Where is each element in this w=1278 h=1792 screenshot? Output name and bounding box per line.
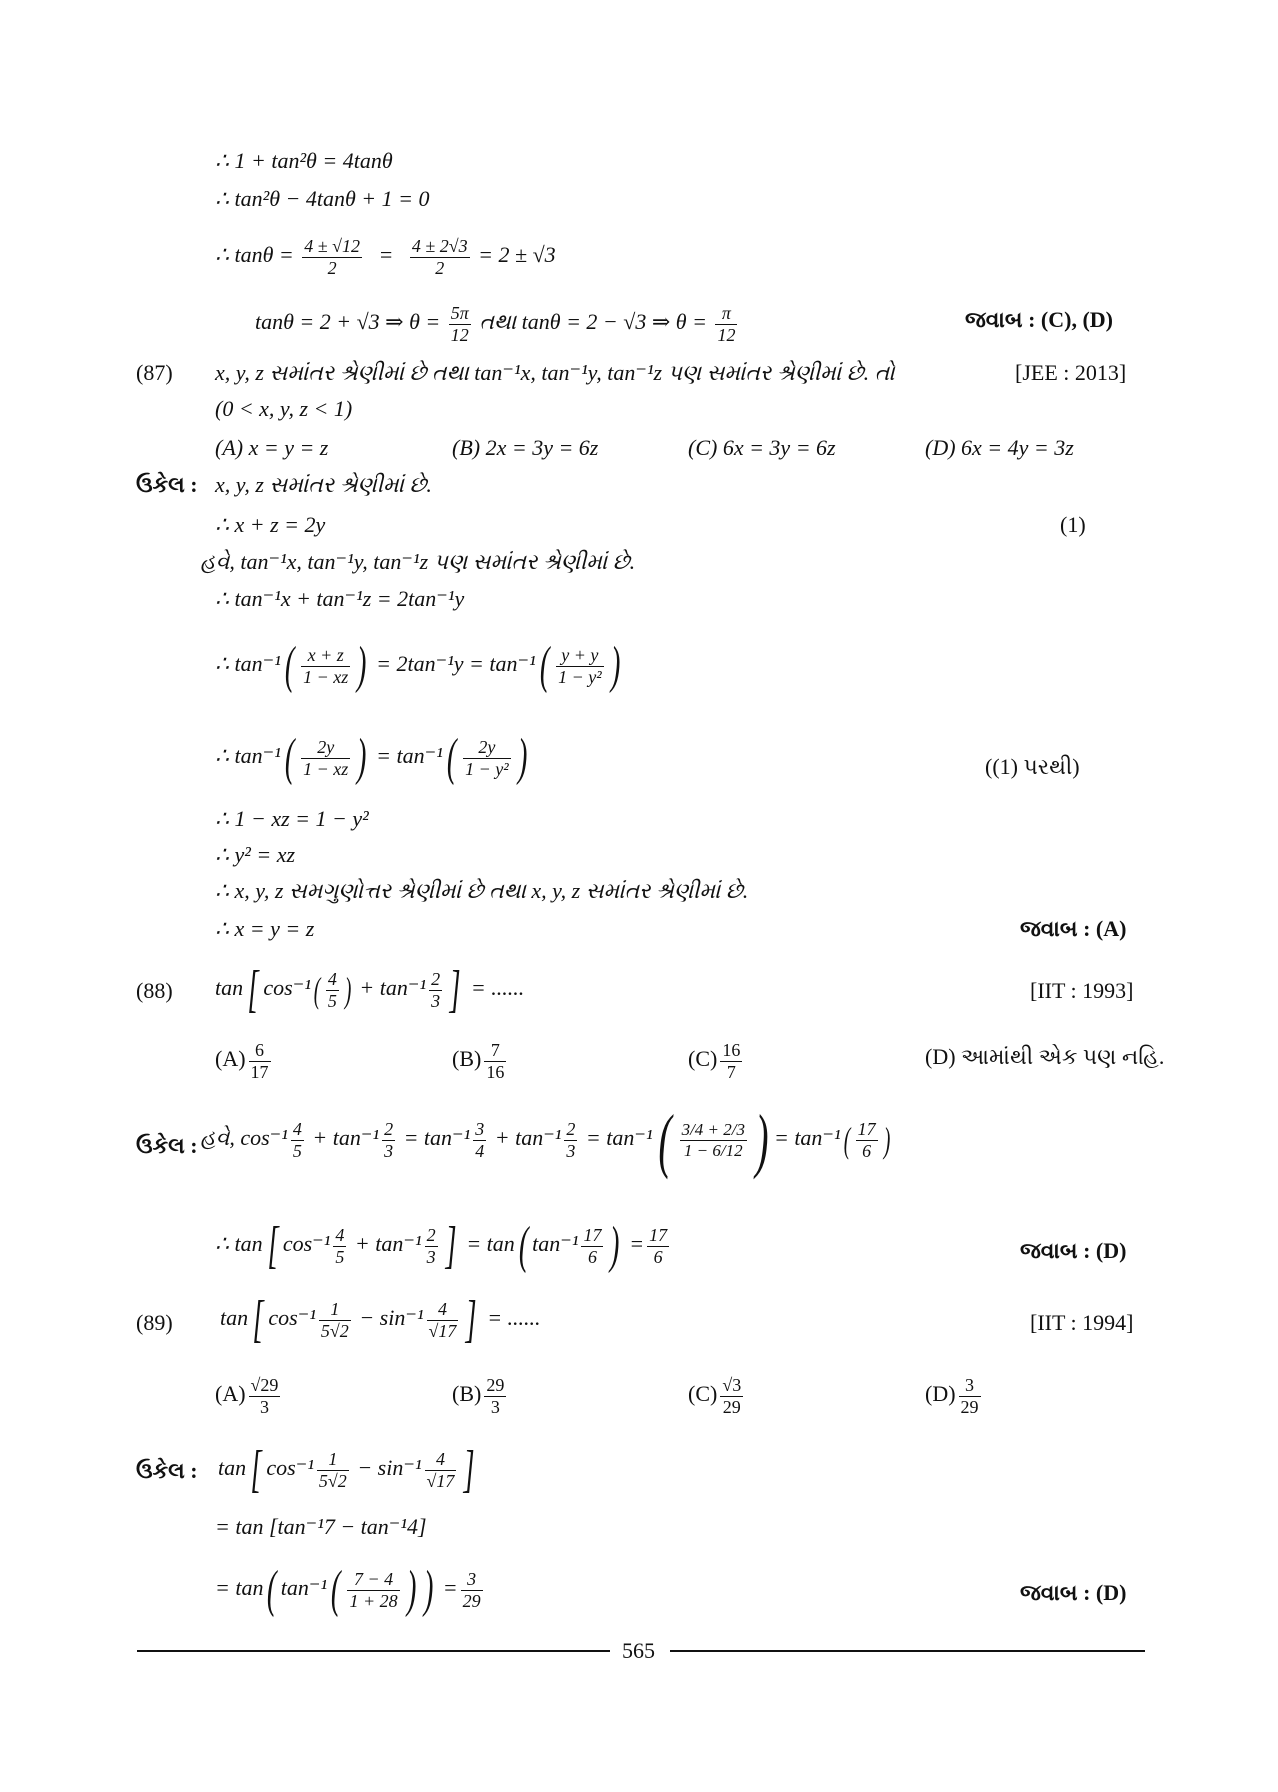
solution-line: ∴ x = y = z — [215, 916, 315, 941]
equation-ref: ((1) પરથી) — [985, 754, 1080, 779]
answer-label: જવાબ : (D) — [1020, 1580, 1127, 1605]
question-number: (89) — [136, 1310, 173, 1335]
eq-line-3: ∴ tanθ = $\frac{4 \pm √12}{2}$ = $\frac{4 \pm 2√3}{2}$ = 2 ± √3 — [215, 236, 556, 278]
solution-label: ઉકેલ : — [136, 1133, 198, 1158]
solution-line: tan[ cos⁻¹ $\frac{1}{5√2}$ − sin⁻¹ $\frac{4}{√17}$ ] — [218, 1441, 476, 1498]
solution-line: ∴ x + z = 2y — [215, 512, 326, 537]
eq-text: તથા tanθ = 2 − √3 ⇒ θ = — [479, 309, 707, 335]
option-d: (D) 6x = 4y = 3z — [925, 435, 1074, 460]
option-d: (D) $\frac{3}{29}$ — [925, 1375, 979, 1417]
fraction: $\frac{2y}{\text{1 − y²}}$ — [465, 736, 509, 779]
solution-label: ઉકેલ : — [136, 472, 198, 497]
fraction: $\frac{5\pi}{12}$ — [450, 303, 469, 345]
fraction: $\frac{4 \pm √12}{2}$ — [304, 236, 361, 278]
eq-text: = 2 ± √3 — [478, 242, 556, 268]
solution-line: હવે, tan⁻¹x, tan⁻¹y, tan⁻¹z પણ સમાંતર શ્રેણીમાં છે. — [200, 549, 636, 574]
option-d: (D) આમાંથી એક પણ નહિ. — [925, 1044, 1165, 1069]
question-source: [IIT : 1994] — [1030, 1310, 1134, 1335]
eq-text: tanθ = 2 + √3 ⇒ θ = — [255, 309, 441, 335]
solution-line: ∴ x, y, z સમગુણોત્તર શ્રેણીમાં છે તથા x, y, z સમાંતર શ્રેણીમાં છે. — [215, 878, 749, 903]
solution-line: ∴ y² = xz — [215, 842, 296, 867]
option-c: (C) $\frac{√3}{29}$ — [688, 1375, 742, 1417]
solution-line: ∴ 1 − xz = 1 − y² — [215, 806, 369, 831]
question-source: [JEE : 2013] — [1015, 360, 1127, 385]
solution-line: = tan( tan⁻¹( $\frac{7 - 4}{1 + 28}$ ) ) = $\frac{3}{29}$ — [215, 1561, 481, 1618]
equation-ref: (1) — [1060, 512, 1086, 537]
eq-line-2: ∴ tan²θ − 4tanθ + 1 = 0 — [215, 186, 430, 211]
footer-rule-right — [670, 1650, 1145, 1652]
page-number: 565 — [622, 1638, 655, 1663]
question-number: (87) — [136, 360, 173, 385]
fraction: $\frac{4 \pm 2√3}{2}$ — [411, 236, 468, 278]
question-number: (88) — [136, 978, 173, 1003]
answer-label: જવાબ : (C), (D) — [965, 307, 1113, 332]
fraction: $\frac{\pi}{12}$ — [717, 303, 736, 345]
solution-line: ∴ tan⁻¹( $\frac{x + z}{1 - xz}$ ) = 2tan⁻¹y = tan⁻¹( $\frac{y + y}{\text{1 − y²}}$ ) — [215, 637, 621, 694]
eq-line-1: ∴ 1 + tan²θ = 4tanθ — [215, 148, 393, 173]
question-text: x, y, z સમાંતર શ્રેણીમાં છે તથા tan⁻¹x, tan⁻¹y, tan⁻¹z પણ સમાંતર શ્રેણીમાં છે. તો — [215, 360, 895, 385]
option-b: (B) $\frac{7}{16}$ — [452, 1040, 505, 1082]
solution-line: ∴ tan⁻¹( $\frac{2y}{1 - xz}$ ) = tan⁻¹( $\frac{2y}{\text{1 − y²}}$ ) — [215, 729, 528, 786]
answer-label: જવાબ : (A) — [1020, 916, 1127, 941]
solution-line: ∴ tan⁻¹x + tan⁻¹z = 2tan⁻¹y — [215, 586, 465, 611]
question-expression: tan[ cos⁻¹( $\frac{4}{5}$ ) + tan⁻¹ $\frac{2}{3}$ ] = ...... — [215, 961, 525, 1018]
footer-rule-left — [137, 1650, 610, 1652]
solution-label: ઉકેલ : — [136, 1458, 198, 1483]
question-source: [IIT : 1993] — [1030, 978, 1134, 1003]
fraction: $\frac{2y}{1 - xz}$ — [303, 736, 349, 779]
solution-line: x, y, z સમાંતર શ્રેણીમાં છે. — [215, 472, 432, 497]
question-condition: (0 < x, y, z < 1) — [215, 396, 353, 421]
solution-line: ∴ tan[ cos⁻¹ $\frac{4}{5}$ + tan⁻¹ $\frac{2}{3}$ ] = tan( tan⁻¹ $\frac{17}{6}$ ) = $\frac{17}{6}$ — [215, 1217, 668, 1274]
option-a: (A) $\frac{6}{17}$ — [215, 1040, 269, 1082]
option-c: (C) $\frac{16}{7}$ — [688, 1040, 741, 1082]
eq-text: ∴ tanθ = — [215, 242, 294, 268]
option-b: (B) $\frac{29}{3}$ — [452, 1375, 505, 1417]
fraction: $\frac{x + z}{1 - xz}$ — [303, 644, 349, 687]
option-a: (A) $\frac{√29}{3}$ — [215, 1375, 279, 1417]
eq-line-4 — [255, 303, 740, 345]
solution-line: = tan [tan⁻¹7 − tan⁻¹4] — [215, 1514, 427, 1539]
solution-line: હવે, cos⁻¹ $\frac{4}{5}$ + tan⁻¹ $\frac{2}{3}$ = tan⁻¹ $\frac{3}{4}$ + tan⁻¹ $\frac{2}{3}$ = tan⁻¹( $\frac{3/4 + 2/3}{1 - 6/12}$ ) = tan⁻¹( $\frac{17}{6}$ ) — [200, 1100, 890, 1180]
question-expression: tan[ cos⁻¹ $\frac{1}{5√2}$ − sin⁻¹ $\frac{4}{√17}$ ] = ...... — [220, 1291, 541, 1348]
option-c: (C) 6x = 3y = 6z — [688, 435, 836, 460]
answer-label: જવાબ : (D) — [1020, 1238, 1127, 1263]
fraction: $\frac{y + y}{\text{1 − y²}}$ — [558, 644, 602, 687]
option-b: (B) 2x = 3y = 6z — [452, 435, 599, 460]
option-a: (A) x = y = z — [215, 435, 329, 460]
